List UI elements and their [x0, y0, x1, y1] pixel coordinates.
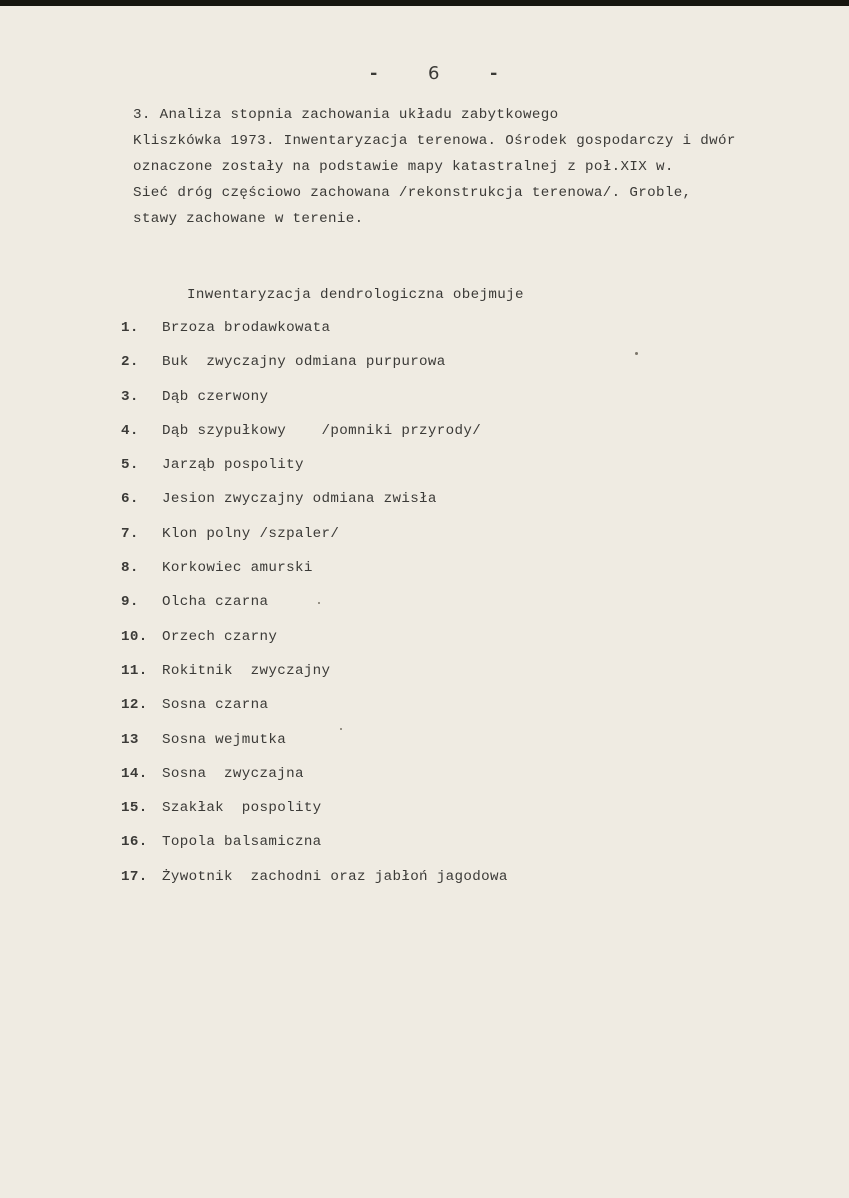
intro-line: 3. Analiza stopnia zachowania układu zabytkowego: [133, 107, 559, 123]
list-item-number: 15.: [121, 800, 148, 817]
list-item: [121, 486, 508, 520]
list-item-name: Buk zwyczajny odmiana purpurowa: [162, 354, 446, 371]
intro-paragraph: [133, 102, 833, 232]
list-item: [121, 761, 508, 795]
list-item-number: 3.: [121, 388, 139, 405]
list-item-number: 12.: [121, 697, 148, 714]
paper-speck: [318, 602, 320, 604]
list-item: [121, 692, 508, 726]
list-item-name: Szakłak pospolity: [162, 800, 322, 817]
list-item-name: Klon polny /szpaler/: [162, 525, 340, 542]
document-page: [0, 6, 849, 1198]
list-item-number: 13: [121, 731, 139, 748]
list-item: [121, 521, 508, 555]
list-item: [121, 315, 508, 349]
list-item: [121, 624, 508, 658]
list-item-number: 2.: [121, 354, 139, 371]
intro-line: Kliszkówka 1973. Inwentaryzacja terenowa. Ośrodek gospodarczy i dwór: [133, 133, 736, 149]
list-item: [121, 349, 508, 383]
list-item-number: 1.: [121, 320, 139, 336]
list-item: [121, 589, 508, 623]
list-item: [121, 418, 508, 452]
list-item-name: Jesion zwyczajny odmiana zwisła: [162, 491, 437, 508]
page-number: 6: [428, 63, 440, 84]
list-item-number: 5.: [121, 457, 139, 474]
paper-speck: [340, 728, 342, 730]
list-item-number: 4.: [121, 422, 139, 439]
list-item: [121, 829, 508, 863]
list-item-name: Żywotnik zachodni oraz jabłoń jagodowa: [162, 868, 508, 885]
header-dash-right: -: [488, 63, 500, 85]
list-item-name: Sosna czarna: [162, 697, 269, 714]
list-item-name: Brzoza brodawkowata: [162, 320, 331, 336]
list-item-number: 10.: [121, 628, 148, 645]
list-item-number: 8.: [121, 560, 139, 577]
list-item-number: 6.: [121, 491, 139, 508]
list-item-name: Olcha czarna: [162, 594, 269, 611]
list-item-number: 9.: [121, 594, 139, 611]
list-item: [121, 555, 508, 589]
list-item-number: 11.: [121, 662, 148, 679]
intro-line: Sieć dróg częściowo zachowana /rekonstrukcja terenowa/. Groble,: [133, 185, 692, 201]
list-item: [121, 384, 508, 418]
list-item-number: 7.: [121, 525, 139, 542]
header-dash-left: -: [368, 63, 380, 85]
list-item-name: Korkowiec amurski: [162, 560, 313, 577]
page-header: [360, 62, 500, 86]
paper-speck: [635, 352, 638, 355]
list-item: [121, 658, 508, 692]
list-item-name: Sosna zwyczajna: [162, 765, 304, 782]
list-item: [121, 864, 508, 898]
list-item-number: 16.: [121, 834, 148, 851]
intro-line: stawy zachowane w terenie.: [133, 211, 364, 227]
species-list: [121, 315, 508, 898]
list-item: [121, 727, 508, 761]
intro-line: oznaczone zostały na podstawie mapy katastralnej z poł.XIX w.: [133, 159, 674, 175]
list-item: [121, 452, 508, 486]
dendrology-heading: Inwentaryzacja dendrologiczna obejmuje: [187, 287, 524, 303]
list-item-number: 14.: [121, 765, 148, 782]
list-item-name: Rokitnik zwyczajny: [162, 662, 331, 679]
list-item-name: Dąb szypułkowy /pomniki przyrody/: [162, 422, 482, 439]
list-item-name: Dąb czerwony: [162, 388, 269, 405]
list-item-name: Topola balsamiczna: [162, 834, 322, 851]
list-item-number: 17.: [121, 868, 148, 885]
list-item: [121, 795, 508, 829]
list-item-name: Sosna wejmutka: [162, 731, 287, 748]
list-item-name: Jarząb pospolity: [162, 457, 304, 474]
list-item-name: Orzech czarny: [162, 628, 278, 645]
